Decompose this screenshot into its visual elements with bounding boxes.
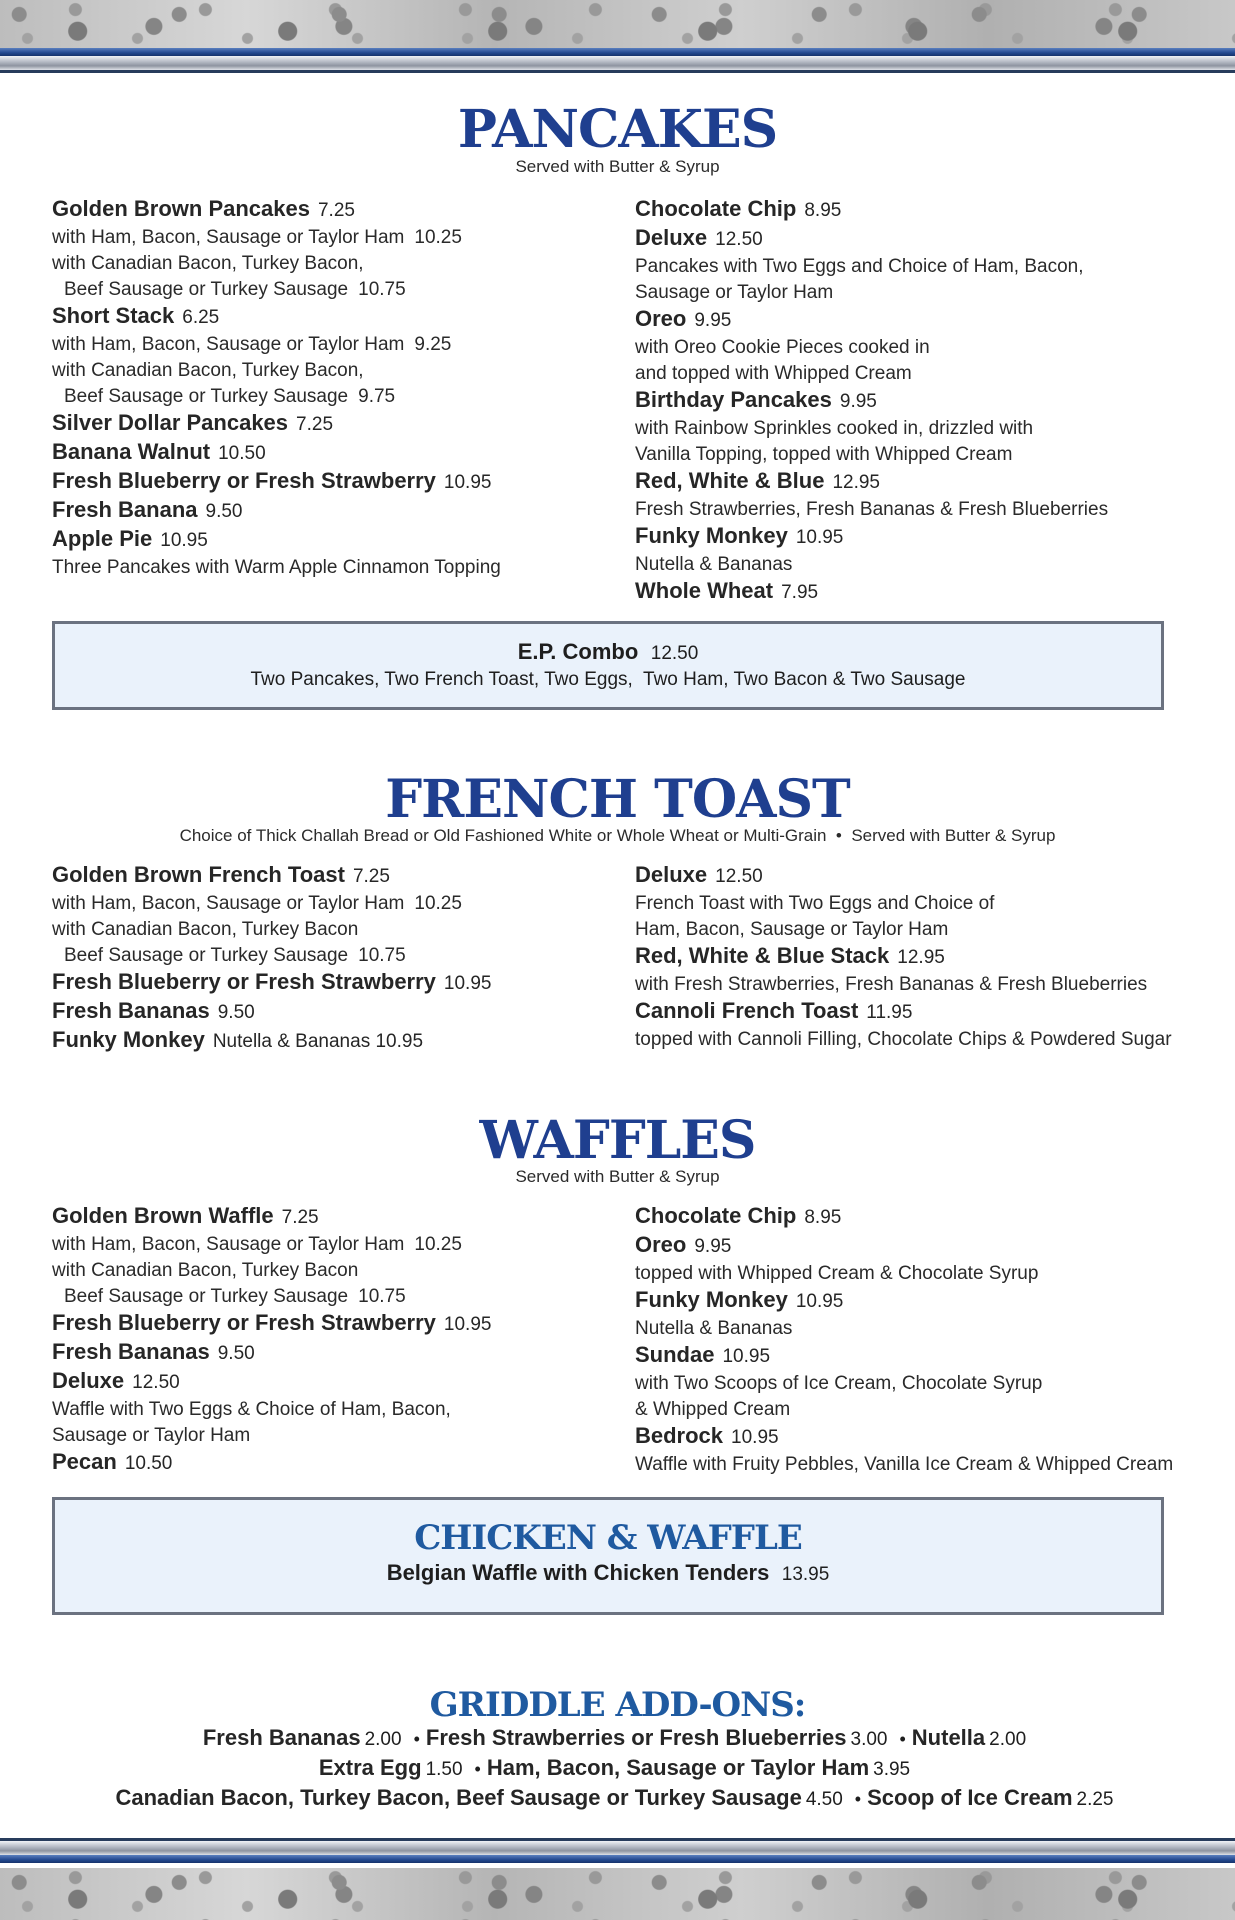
item-description-text: Nutella & Bananas — [635, 1318, 793, 1339]
chicken-waffle-name: Belgian Waffle with Chicken Tenders — [386, 1560, 770, 1585]
item-name: Chocolate Chip — [635, 196, 797, 221]
item-name: Fresh Bananas — [52, 998, 210, 1023]
item-name: Deluxe — [635, 225, 708, 250]
item-description — [52, 277, 612, 303]
addon-name: Nutella — [911, 1725, 986, 1750]
item-description — [635, 552, 1205, 578]
item-description-text: & Whipped Cream — [635, 1399, 791, 1420]
item-name: Pecan — [52, 1449, 117, 1474]
item-description — [52, 1258, 612, 1284]
item-price: 10.50 — [218, 443, 266, 464]
item-price: 10.50 — [124, 1453, 173, 1474]
item-description-text: with Ham, Bacon, Sausage or Taylor Ham — [52, 227, 405, 248]
item-description — [52, 332, 612, 358]
item-description — [635, 416, 1205, 442]
item-description — [635, 1452, 1215, 1478]
item-description-text: Waffle with Fruity Pebbles, Vanilla Ice Cream & Whipped Cream — [635, 1454, 1174, 1475]
item-description — [52, 1284, 612, 1310]
item-description — [52, 1423, 612, 1449]
item-price: 9.95 — [694, 1236, 732, 1257]
header-rule — [0, 48, 1235, 73]
addon-name: Ham, Bacon, Sausage or Taylor Ham — [486, 1755, 870, 1780]
item-price: 12.95 — [897, 947, 945, 968]
item-price: 10.95 — [731, 1427, 779, 1448]
item-name: Oreo — [635, 1232, 687, 1257]
item-name: Sundae — [635, 1342, 715, 1367]
item-description — [635, 1397, 1215, 1423]
menu-item — [52, 1449, 612, 1478]
item-name: Fresh Bananas — [52, 1339, 210, 1364]
ep-combo-box — [52, 621, 1164, 710]
item-price: 12.95 — [832, 472, 880, 493]
separator-dot: • — [854, 1789, 862, 1809]
item-price: 9.50 — [217, 1343, 255, 1364]
item-description-text: with Ham, Bacon, Sausage or Taylor Ham — [52, 334, 405, 355]
item-name: Red, White & Blue Stack — [635, 943, 890, 968]
menu-item — [52, 1203, 612, 1232]
menu-item — [635, 1203, 1215, 1232]
item-description-text: French Toast with Two Eggs and Choice of — [635, 893, 995, 914]
item-description-text: with Canadian Bacon, Turkey Bacon — [52, 919, 359, 940]
item-price: 12.50 — [132, 1372, 180, 1393]
item-description-text: Sausage or Taylor Ham — [52, 1425, 251, 1446]
pancakes-right-column — [635, 196, 1205, 607]
menu-item — [635, 1287, 1215, 1316]
item-price: 11.95 — [866, 1002, 913, 1023]
item-description-text: Nutella & Bananas — [635, 554, 793, 575]
item-description — [635, 1316, 1215, 1342]
item-description-text: Beef Sausage or Turkey Sausage — [64, 386, 349, 407]
menu-item — [52, 303, 612, 332]
ep-combo-description: Two Pancakes, Two French Toast, Two Eggs, Two Ham, Two Bacon & Two Sausage — [250, 669, 966, 690]
waffles-left-column — [52, 1203, 612, 1478]
item-description-text: with Ham, Bacon, Sausage or Taylor Ham — [52, 1234, 405, 1255]
menu-item — [52, 1310, 612, 1339]
item-name: Silver Dollar Pancakes — [52, 410, 289, 435]
item-description-text: Three Pancakes with Warm Apple Cinnamon Topping — [52, 557, 501, 578]
item-price: 9.95 — [694, 310, 732, 331]
item-price: 10.95 — [795, 1291, 844, 1312]
item-description — [52, 251, 612, 277]
item-name: Short Stack — [52, 303, 175, 328]
menu-item — [635, 387, 1205, 416]
item-description-text: and topped with Whipped Cream — [635, 363, 912, 384]
menu-item — [52, 526, 612, 555]
item-price: 10.95 — [443, 1314, 492, 1335]
french-toast-subtitle: Choice of Thick Challah Bread or Old Fashioned White or Whole Wheat or Multi-Grain • Served with Butter & Syrup — [179, 826, 1056, 845]
item-description-text: Beef Sausage or Turkey Sausage — [64, 279, 349, 300]
item-price: 7.95 — [781, 582, 819, 603]
separator-dot: • — [474, 1759, 481, 1779]
menu-item — [52, 998, 612, 1027]
item-description — [635, 254, 1205, 280]
item-option-price: 9.25 — [414, 334, 452, 355]
item-description — [52, 1397, 612, 1423]
menu-item — [52, 1368, 612, 1397]
item-description-text: with Two Scoops of Ice Cream, Chocolate Syrup — [635, 1373, 1043, 1394]
ep-combo-name: E.P. Combo — [517, 639, 639, 664]
item-description — [52, 1232, 612, 1258]
menu-item — [635, 862, 1215, 891]
menu-item — [635, 1232, 1215, 1261]
item-price: 12.50 — [715, 866, 763, 887]
addons-row — [0, 1784, 1235, 1814]
addon-price: 2.25 — [1076, 1789, 1114, 1810]
item-description-text: with Canadian Bacon, Turkey Bacon — [52, 1260, 359, 1281]
menu-item — [52, 1339, 612, 1368]
item-description — [52, 225, 612, 251]
chicken-waffle-title: CHICKEN & WAFFLE — [414, 1518, 802, 1558]
waffles-right-column — [635, 1203, 1215, 1478]
addon-price: 1.50 — [425, 1759, 463, 1780]
item-description-text: topped with Cannoli Filling, Chocolate Chips & Powdered Sugar — [635, 1029, 1172, 1050]
item-description-text: with Canadian Bacon, Turkey Bacon, — [52, 360, 364, 381]
item-description — [635, 1027, 1215, 1053]
menu-item — [635, 998, 1215, 1027]
ep-combo-price: 12.50 — [650, 643, 699, 664]
item-price: 12.50 — [715, 229, 763, 250]
pancakes-left-column — [52, 196, 612, 581]
item-name: Golden Brown French Toast — [52, 862, 345, 887]
item-description-text: topped with Whipped Cream & Chocolate Syrup — [635, 1263, 1039, 1284]
addon-price: 3.95 — [873, 1759, 911, 1780]
french-toast-title: FRENCH TOAST — [385, 769, 850, 830]
item-name: Cannoli French Toast — [635, 998, 859, 1023]
item-price: 10.95 — [443, 472, 492, 493]
item-description-text: with Rainbow Sprinkles cooked in, drizzled with — [635, 418, 1034, 439]
separator-dot: • — [899, 1729, 906, 1749]
item-price: 9.95 — [839, 391, 877, 412]
item-price: 9.50 — [217, 1002, 255, 1023]
addon-price: 4.50 — [805, 1789, 843, 1810]
item-description — [635, 497, 1205, 523]
item-description-text: Sausage or Taylor Ham — [635, 282, 834, 303]
item-option-price: 10.25 — [414, 227, 462, 248]
menu-item — [52, 862, 612, 891]
item-name: Whole Wheat — [635, 578, 774, 603]
french-toast-right-column — [635, 862, 1215, 1053]
item-name: Banana Walnut — [52, 439, 211, 464]
item-description-text: Fresh Strawberries, Fresh Bananas & Fresh Blueberries — [635, 499, 1109, 520]
addons-row — [0, 1724, 1235, 1754]
item-description — [52, 384, 612, 410]
item-description — [635, 891, 1215, 917]
menu-item — [52, 969, 612, 998]
pancakes-subtitle: Served with Butter & Syrup — [515, 157, 720, 176]
item-description-text: Ham, Bacon, Sausage or Taylor Ham — [635, 919, 949, 940]
item-name: Funky Monkey — [635, 1287, 788, 1312]
item-name: Deluxe — [52, 1368, 125, 1393]
item-option-price: 10.75 — [358, 1286, 406, 1307]
menu-item — [635, 306, 1205, 335]
waffles-subtitle: Served with Butter & Syrup — [515, 1167, 720, 1186]
item-description — [52, 917, 612, 943]
menu-item — [635, 1342, 1215, 1371]
item-price: 7.25 — [281, 1207, 319, 1228]
item-price: 10.95 — [443, 973, 492, 994]
item-price: 7.25 — [296, 414, 334, 435]
menu-item — [635, 225, 1205, 254]
addon-name: Scoop of Ice Cream — [867, 1785, 1073, 1810]
item-name: Red, White & Blue — [635, 468, 825, 493]
item-description — [635, 442, 1205, 468]
item-price: 10.95 — [722, 1346, 771, 1367]
item-description — [635, 917, 1215, 943]
menu-item — [52, 468, 612, 497]
item-name: Golden Brown Waffle — [52, 1203, 274, 1228]
addons-title: GRIDDLE ADD-ONS: — [429, 1685, 806, 1725]
addon-price: 3.00 — [850, 1729, 888, 1750]
menu-item — [635, 468, 1205, 497]
item-price: 8.95 — [804, 200, 842, 221]
waffles-title: WAFFLES — [479, 1110, 756, 1171]
chicken-waffle-box — [52, 1497, 1164, 1615]
addon-name: Extra Egg — [318, 1755, 422, 1780]
item-description-text: Beef Sausage or Turkey Sausage — [64, 945, 349, 966]
item-description — [52, 891, 612, 917]
menu-item — [635, 523, 1205, 552]
item-description — [635, 361, 1205, 387]
item-price: 10.95 — [795, 527, 844, 548]
item-option-price: 10.75 — [358, 945, 406, 966]
item-description — [635, 1261, 1215, 1287]
granite-header-band — [0, 0, 1235, 48]
separator-dot: • — [413, 1729, 420, 1749]
item-price: 7.25 — [317, 200, 355, 221]
item-description — [635, 1371, 1215, 1397]
granite-footer-band — [0, 1868, 1235, 1920]
item-name: Funky Monkey — [52, 1027, 205, 1052]
addon-price: 2.00 — [989, 1729, 1027, 1750]
item-option-price: 9.75 — [358, 386, 396, 407]
menu-item — [635, 1423, 1215, 1452]
item-name: Fresh Blueberry or Fresh Strawberry — [52, 468, 436, 493]
menu-item — [52, 497, 612, 526]
item-name: Birthday Pancakes — [635, 387, 832, 412]
menu-item — [52, 410, 612, 439]
pancakes-title: PANCAKES — [457, 99, 778, 160]
item-description-text: Pancakes with Two Eggs and Choice of Ham, Bacon, — [635, 256, 1084, 277]
item-description-text: with Ham, Bacon, Sausage or Taylor Ham — [52, 893, 405, 914]
item-name: Fresh Blueberry or Fresh Strawberry — [52, 1310, 436, 1335]
item-description — [635, 335, 1205, 361]
menu-item — [52, 1027, 612, 1056]
addon-name: Fresh Bananas — [202, 1725, 361, 1750]
item-description — [635, 972, 1215, 998]
item-name: Fresh Banana — [52, 497, 198, 522]
item-option-price: 10.75 — [358, 279, 406, 300]
french-toast-left-column — [52, 862, 612, 1056]
item-price: 7.25 — [352, 866, 390, 887]
item-name: Golden Brown Pancakes — [52, 196, 310, 221]
item-option-price: 10.25 — [414, 893, 462, 914]
footer-rule — [0, 1838, 1235, 1863]
item-description — [52, 358, 612, 384]
item-name: Bedrock — [635, 1423, 724, 1448]
addons-list — [0, 1724, 1235, 1814]
item-name: Oreo — [635, 306, 687, 331]
addon-name: Fresh Strawberries or Fresh Blueberries — [425, 1725, 847, 1750]
item-description-text: Waffle with Two Eggs & Choice of Ham, Bacon, — [52, 1399, 451, 1420]
menu-item — [635, 196, 1205, 225]
item-name: Apple Pie — [52, 526, 153, 551]
menu-item — [52, 196, 612, 225]
item-description-text: with Oreo Cookie Pieces cooked in — [635, 337, 930, 358]
item-price: 9.50 — [205, 501, 243, 522]
item-description — [635, 280, 1205, 306]
item-price: 6.25 — [182, 307, 220, 328]
item-description — [52, 943, 612, 969]
addon-name: Canadian Bacon, Turkey Bacon, Beef Sausage or Turkey Sausage — [115, 1785, 802, 1810]
item-name: Chocolate Chip — [635, 1203, 797, 1228]
item-price: Nutella & Bananas 10.95 — [212, 1031, 424, 1052]
menu-item — [635, 943, 1215, 972]
item-price: 8.95 — [804, 1207, 842, 1228]
item-option-price: 10.25 — [414, 1234, 462, 1255]
item-name: Fresh Blueberry or Fresh Strawberry — [52, 969, 436, 994]
item-price: 10.95 — [160, 530, 208, 551]
item-description-text: with Fresh Strawberries, Fresh Bananas & Fresh Blueberries — [635, 974, 1148, 995]
item-name: Deluxe — [635, 862, 708, 887]
addons-row — [0, 1754, 1235, 1784]
item-description-text: with Canadian Bacon, Turkey Bacon, — [52, 253, 364, 274]
item-name: Funky Monkey — [635, 523, 788, 548]
menu-item — [635, 578, 1205, 607]
menu-item — [52, 439, 612, 468]
chicken-waffle-price: 13.95 — [781, 1564, 830, 1585]
addon-price: 2.00 — [364, 1729, 402, 1750]
item-description — [52, 555, 612, 581]
item-description-text: Beef Sausage or Turkey Sausage — [64, 1286, 349, 1307]
item-description-text: Vanilla Topping, topped with Whipped Cream — [635, 444, 1013, 465]
